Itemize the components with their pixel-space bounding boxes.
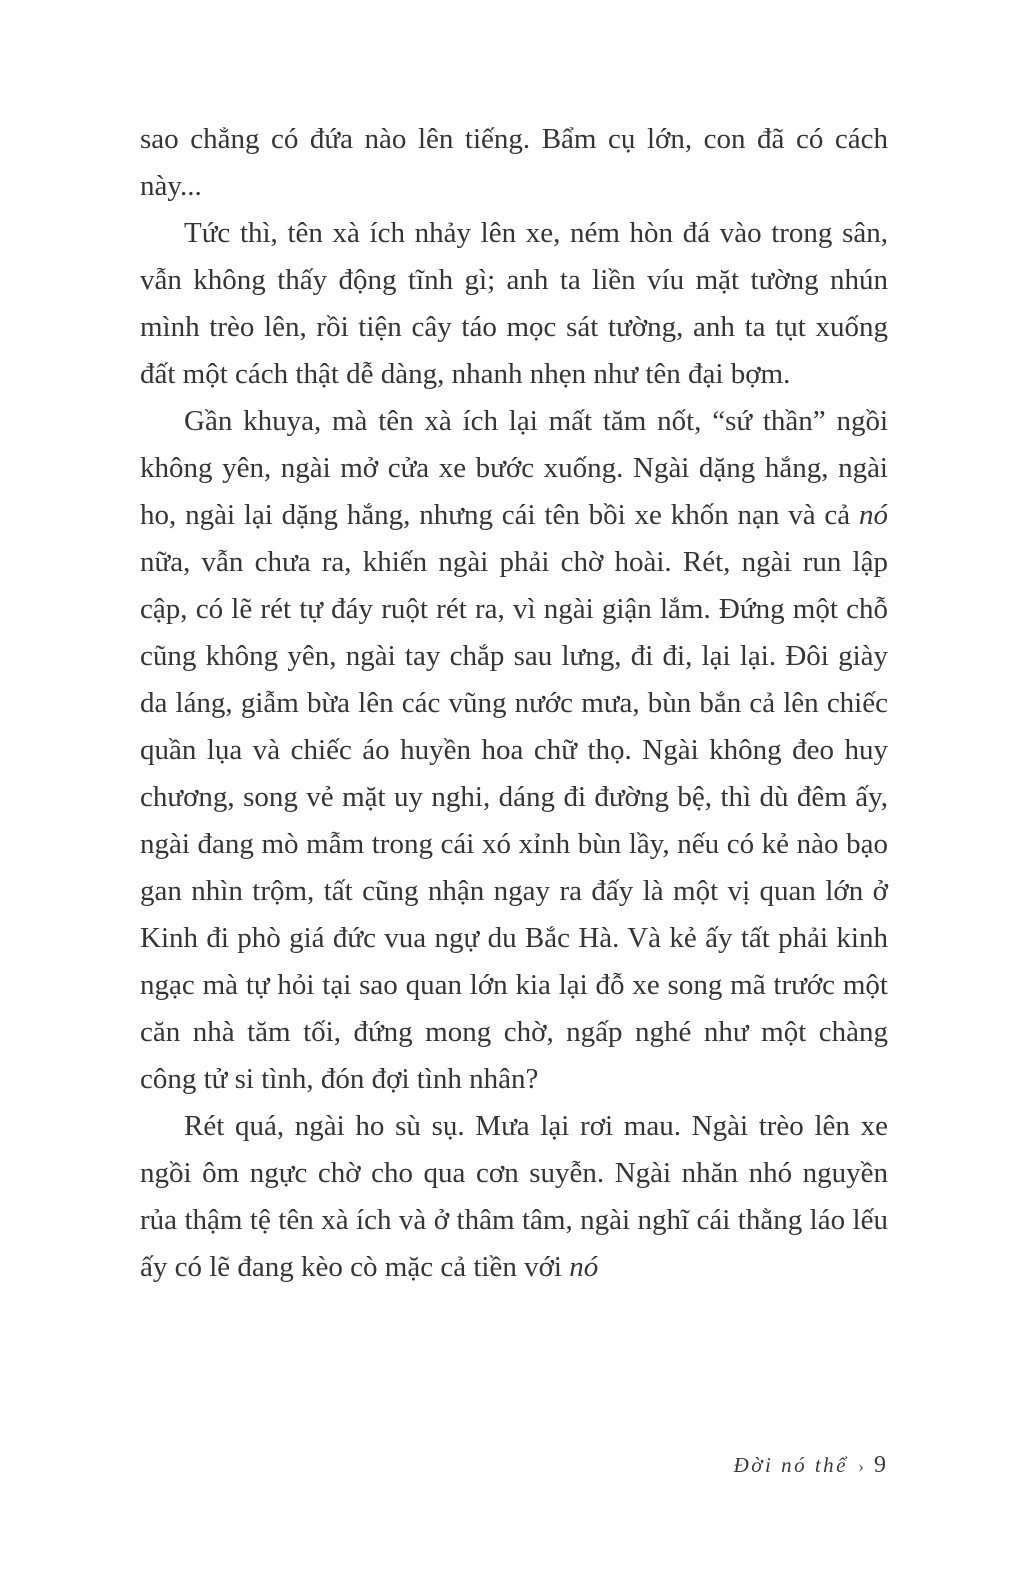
text-segment: Gần khuya, mà tên xà ích lại mất tăm nốt, “sứ thần” ngồi không yên, ngài mở cửa xe bước xuống. Ngài dặng hắng, ngài ho, ngài lại dặng hắng, nhưng cái tên bồi xe khốn nạn và cả	[140, 405, 888, 531]
page-number: 9	[874, 1452, 886, 1478]
paragraph	[140, 116, 888, 210]
footer-separator-icon: ›	[858, 1456, 864, 1476]
italic-text-segment: nó	[569, 1251, 599, 1283]
text-segment: nữa, vẫn chưa ra, khiến ngài phải chờ hoài. Rét, ngài run lập cập, có lẽ rét tự đáy ruột rét ra, vì ngài giận lắm. Đứng một chỗ cũng không yên, ngài tay chắp sau lưng, đi đi, lại lại. Đôi giày da láng, giẫm bừa lên các vũng nước mưa, bùn bắn cả lên chiếc quần lụa và chiếc áo huyền hoa chữ thọ. Ngài không đeo huy chương, song vẻ mặt uy nghi, dáng đi đường bệ, thì dù đêm ấy, ngài đang mò mẫm trong cái xó xỉnh bùn lầy, nếu có kẻ nào bạo gan nhìn trộm, tất cũng nhận ngay ra đấy là một vị quan lớn ở Kinh đi phò giá đức vua ngự du Bắc Hà. Và kẻ ấy tất phải kinh ngạc mà tự hỏi tại sao quan lớn kia lại đỗ xe song mã trước một căn nhà tăm tối, đứng mong chờ, ngấp nghé như một chàng công tử si tình, đón đợi tình nhân?	[140, 546, 888, 1095]
text-segment: Tức thì, tên xà ích nhảy lên xe, ném hòn đá vào trong sân, vẫn không thấy động tĩnh gì; anh ta liền víu mặt tường nhún mình trèo lên, rồi tiện cây táo mọc sát tường, anh ta tụt xuống đất một cách thật dễ dàng, nhanh nhẹn như tên đại bợm.	[140, 217, 888, 390]
paragraph	[140, 210, 888, 398]
text-segment: sao chẳng có đứa nào lên tiếng. Bẩm cụ lớn, con đã có cách này...	[140, 123, 888, 202]
paragraph	[140, 1103, 888, 1291]
italic-text-segment: nó	[859, 499, 888, 531]
running-title: Đời nó thể	[733, 1453, 848, 1477]
page-text	[140, 116, 888, 1291]
text-segment: Rét quá, ngài ho sù sụ. Mưa lại rơi mau. Ngài trèo lên xe ngồi ôm ngực chờ cho qua cơn suyễn. Ngài nhăn nhó nguyền rủa thậm tệ tên xà ích và ở thâm tâm, ngài nghĩ cái thằng láo lếu ấy có lẽ đang kèo cò mặc cả tiền với	[140, 1110, 888, 1283]
paragraph	[140, 398, 888, 1103]
page-footer	[734, 1452, 886, 1479]
